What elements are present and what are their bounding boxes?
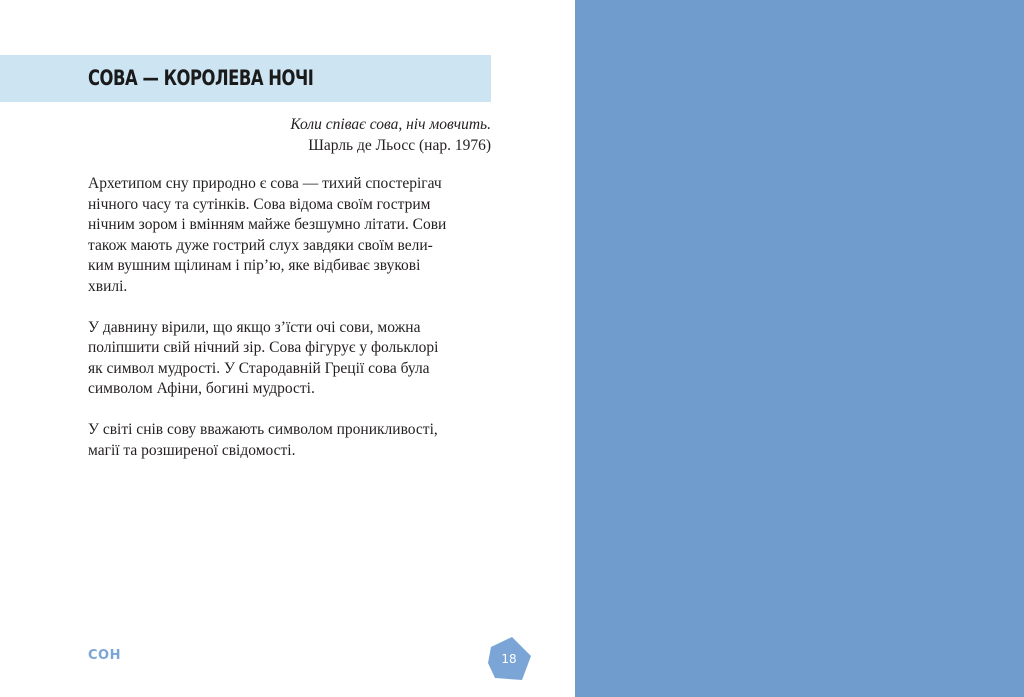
text-line: У давнину вірили, що якщо з’їсти очі сови, можна xyxy=(88,318,421,336)
section-title: СОВА — КОРОЛЕВА НОЧІ xyxy=(88,66,314,90)
page-number: 18 xyxy=(501,652,517,666)
paragraph-1 xyxy=(88,174,494,297)
text-line: також мають дуже гострий слух завдяки своїм вели- xyxy=(88,236,433,254)
text-line: нічного часу та сутінків. Сова відома своїм гострим xyxy=(88,195,431,213)
text-line: нічним зором і вмінням майже безшумно літати. Сови xyxy=(88,216,447,233)
text-line: магії та розширеної свідомості. xyxy=(88,441,296,459)
epigraph-quote: Коли співає сова, ніч мовчить. xyxy=(290,116,491,133)
paragraph-2 xyxy=(88,318,494,400)
epigraph-attribution: Шарль де Льосс (нар. 1976) xyxy=(308,137,491,154)
page-number-badge xyxy=(487,636,533,682)
text-line: ким вушним щілинам і пір’ю, яке відбиває звукові xyxy=(88,257,421,274)
epigraph xyxy=(290,114,491,156)
body-text xyxy=(88,174,494,482)
text-line: Архетипом сну природно є сова — тихий спостерігач xyxy=(88,175,442,192)
chapter-label: СОН xyxy=(88,648,121,663)
text-line: як символ мудрості. У Стародавній Греції сова була xyxy=(88,359,430,377)
paragraph-3 xyxy=(88,420,494,461)
text-line: У світі снів сову вважають символом проникливості, xyxy=(88,421,438,438)
text-line: символом Афіни, богині мудрості. xyxy=(88,380,315,397)
text-line: поліпшити свій нічний зір. Сова фігурує у фольклорі xyxy=(88,339,439,356)
right-page-blank xyxy=(575,0,1024,697)
text-line: хвилі. xyxy=(88,277,128,295)
